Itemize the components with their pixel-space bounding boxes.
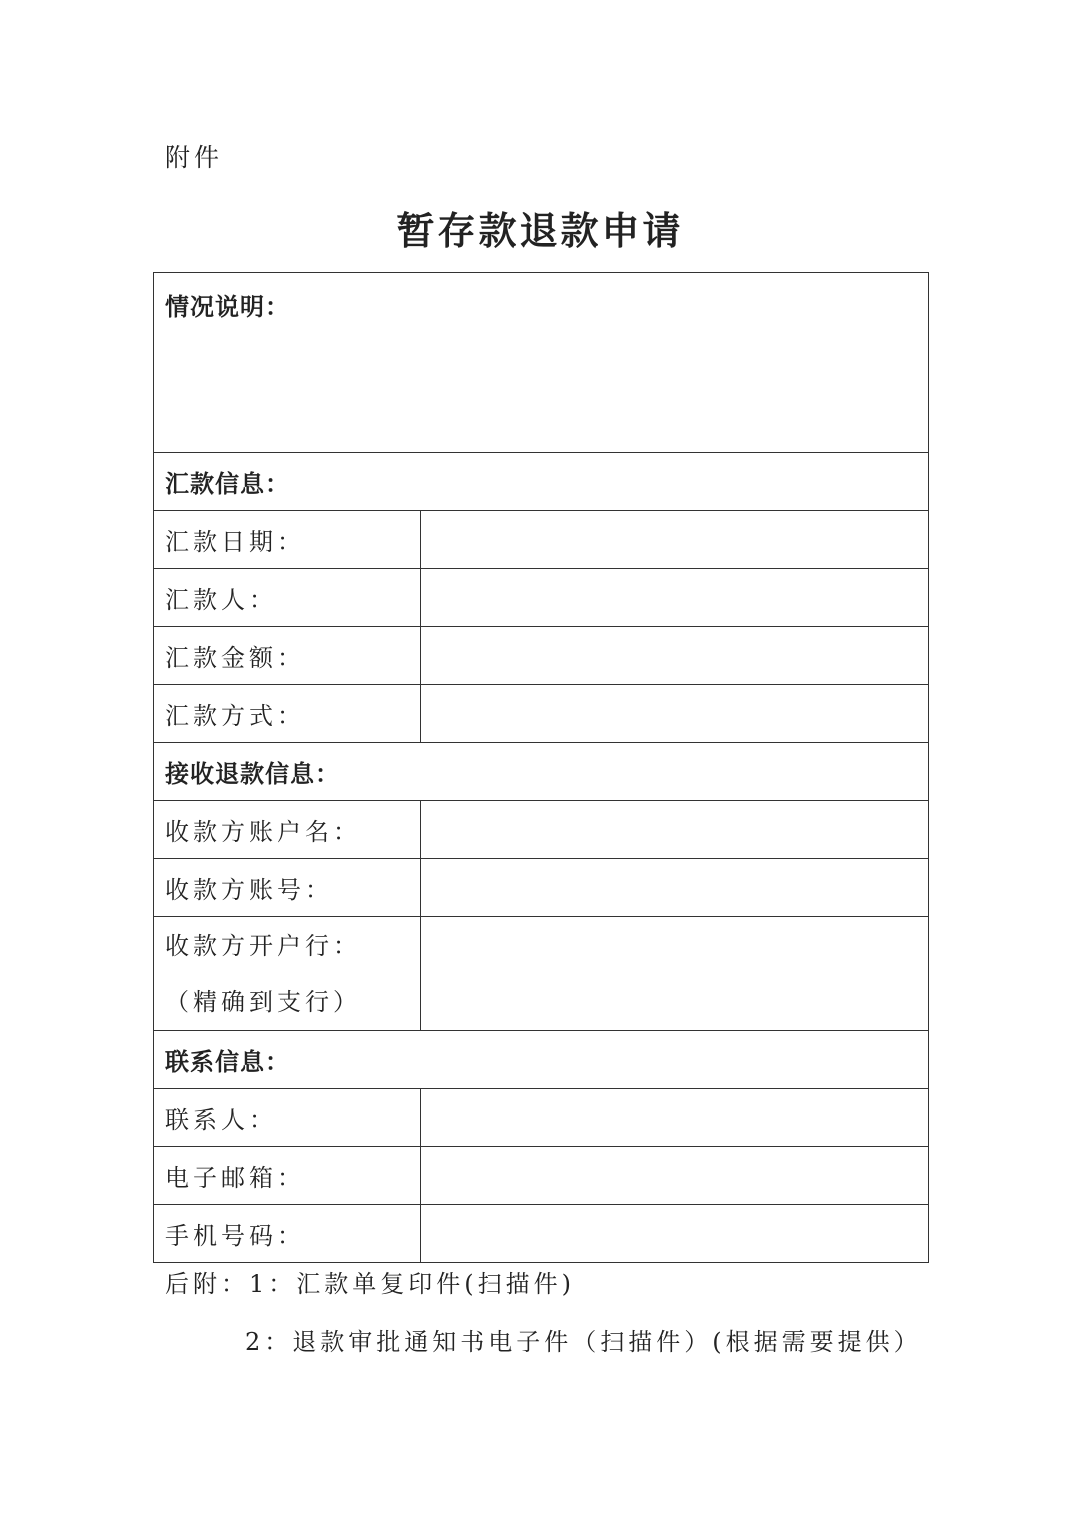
remitter-label: 汇款人： [154,569,421,627]
payee-bank-label [154,917,421,1031]
payee-account-name-field[interactable] [421,801,929,859]
contact-section-heading: 联系信息： [154,1031,929,1089]
footnote-line-2: 2：退款审批通知书电子件（扫描件）(根据需要提供） [245,1328,922,1356]
mobile-field[interactable] [421,1205,929,1263]
remittance-method-row [154,685,929,743]
description-label: 情况说明： [165,293,290,321]
remittance-date-row [154,511,929,569]
attachment-label: 附件 [165,143,224,172]
payee-bank-label-line2: （精确到支行） [165,987,361,1016]
payee-account-number-label: 收款方账号： [154,859,421,917]
remittance-date-label: 汇款日期： [154,511,421,569]
remitter-row [154,569,929,627]
refund-section-heading: 接收退款信息： [154,743,929,801]
payee-bank-label-line1: 收款方开户行： [165,931,361,960]
contact-person-row [154,1089,929,1147]
payee-account-name-row [154,801,929,859]
mobile-label: 手机号码： [154,1205,421,1263]
payee-bank-row [154,917,929,1031]
remittance-method-field[interactable] [421,685,929,743]
payee-account-number-row [154,859,929,917]
description-row [154,273,929,453]
refund-section-row [154,743,929,801]
document-title: 暂存款退款申请 [396,209,684,253]
contact-section-row [154,1031,929,1089]
contact-person-field[interactable] [421,1089,929,1147]
footnote-line-1: 后附：1：汇款单复印件(扫描件) [165,1270,575,1298]
payee-account-number-field[interactable] [421,859,929,917]
payee-bank-field[interactable] [421,917,929,1031]
remittance-amount-row [154,627,929,685]
remittance-date-field[interactable] [421,511,929,569]
email-row [154,1147,929,1205]
email-field[interactable] [421,1147,929,1205]
remittance-amount-field[interactable] [421,627,929,685]
remittance-amount-label: 汇款金额： [154,627,421,685]
description-field[interactable] [154,273,929,453]
remittance-section-row [154,453,929,511]
mobile-row [154,1205,929,1263]
contact-person-label: 联系人： [154,1089,421,1147]
remitter-field[interactable] [421,569,929,627]
email-label: 电子邮箱： [154,1147,421,1205]
remittance-section-heading: 汇款信息： [154,453,929,511]
remittance-method-label: 汇款方式： [154,685,421,743]
refund-application-form [153,272,929,1263]
payee-account-name-label: 收款方账户名： [154,801,421,859]
